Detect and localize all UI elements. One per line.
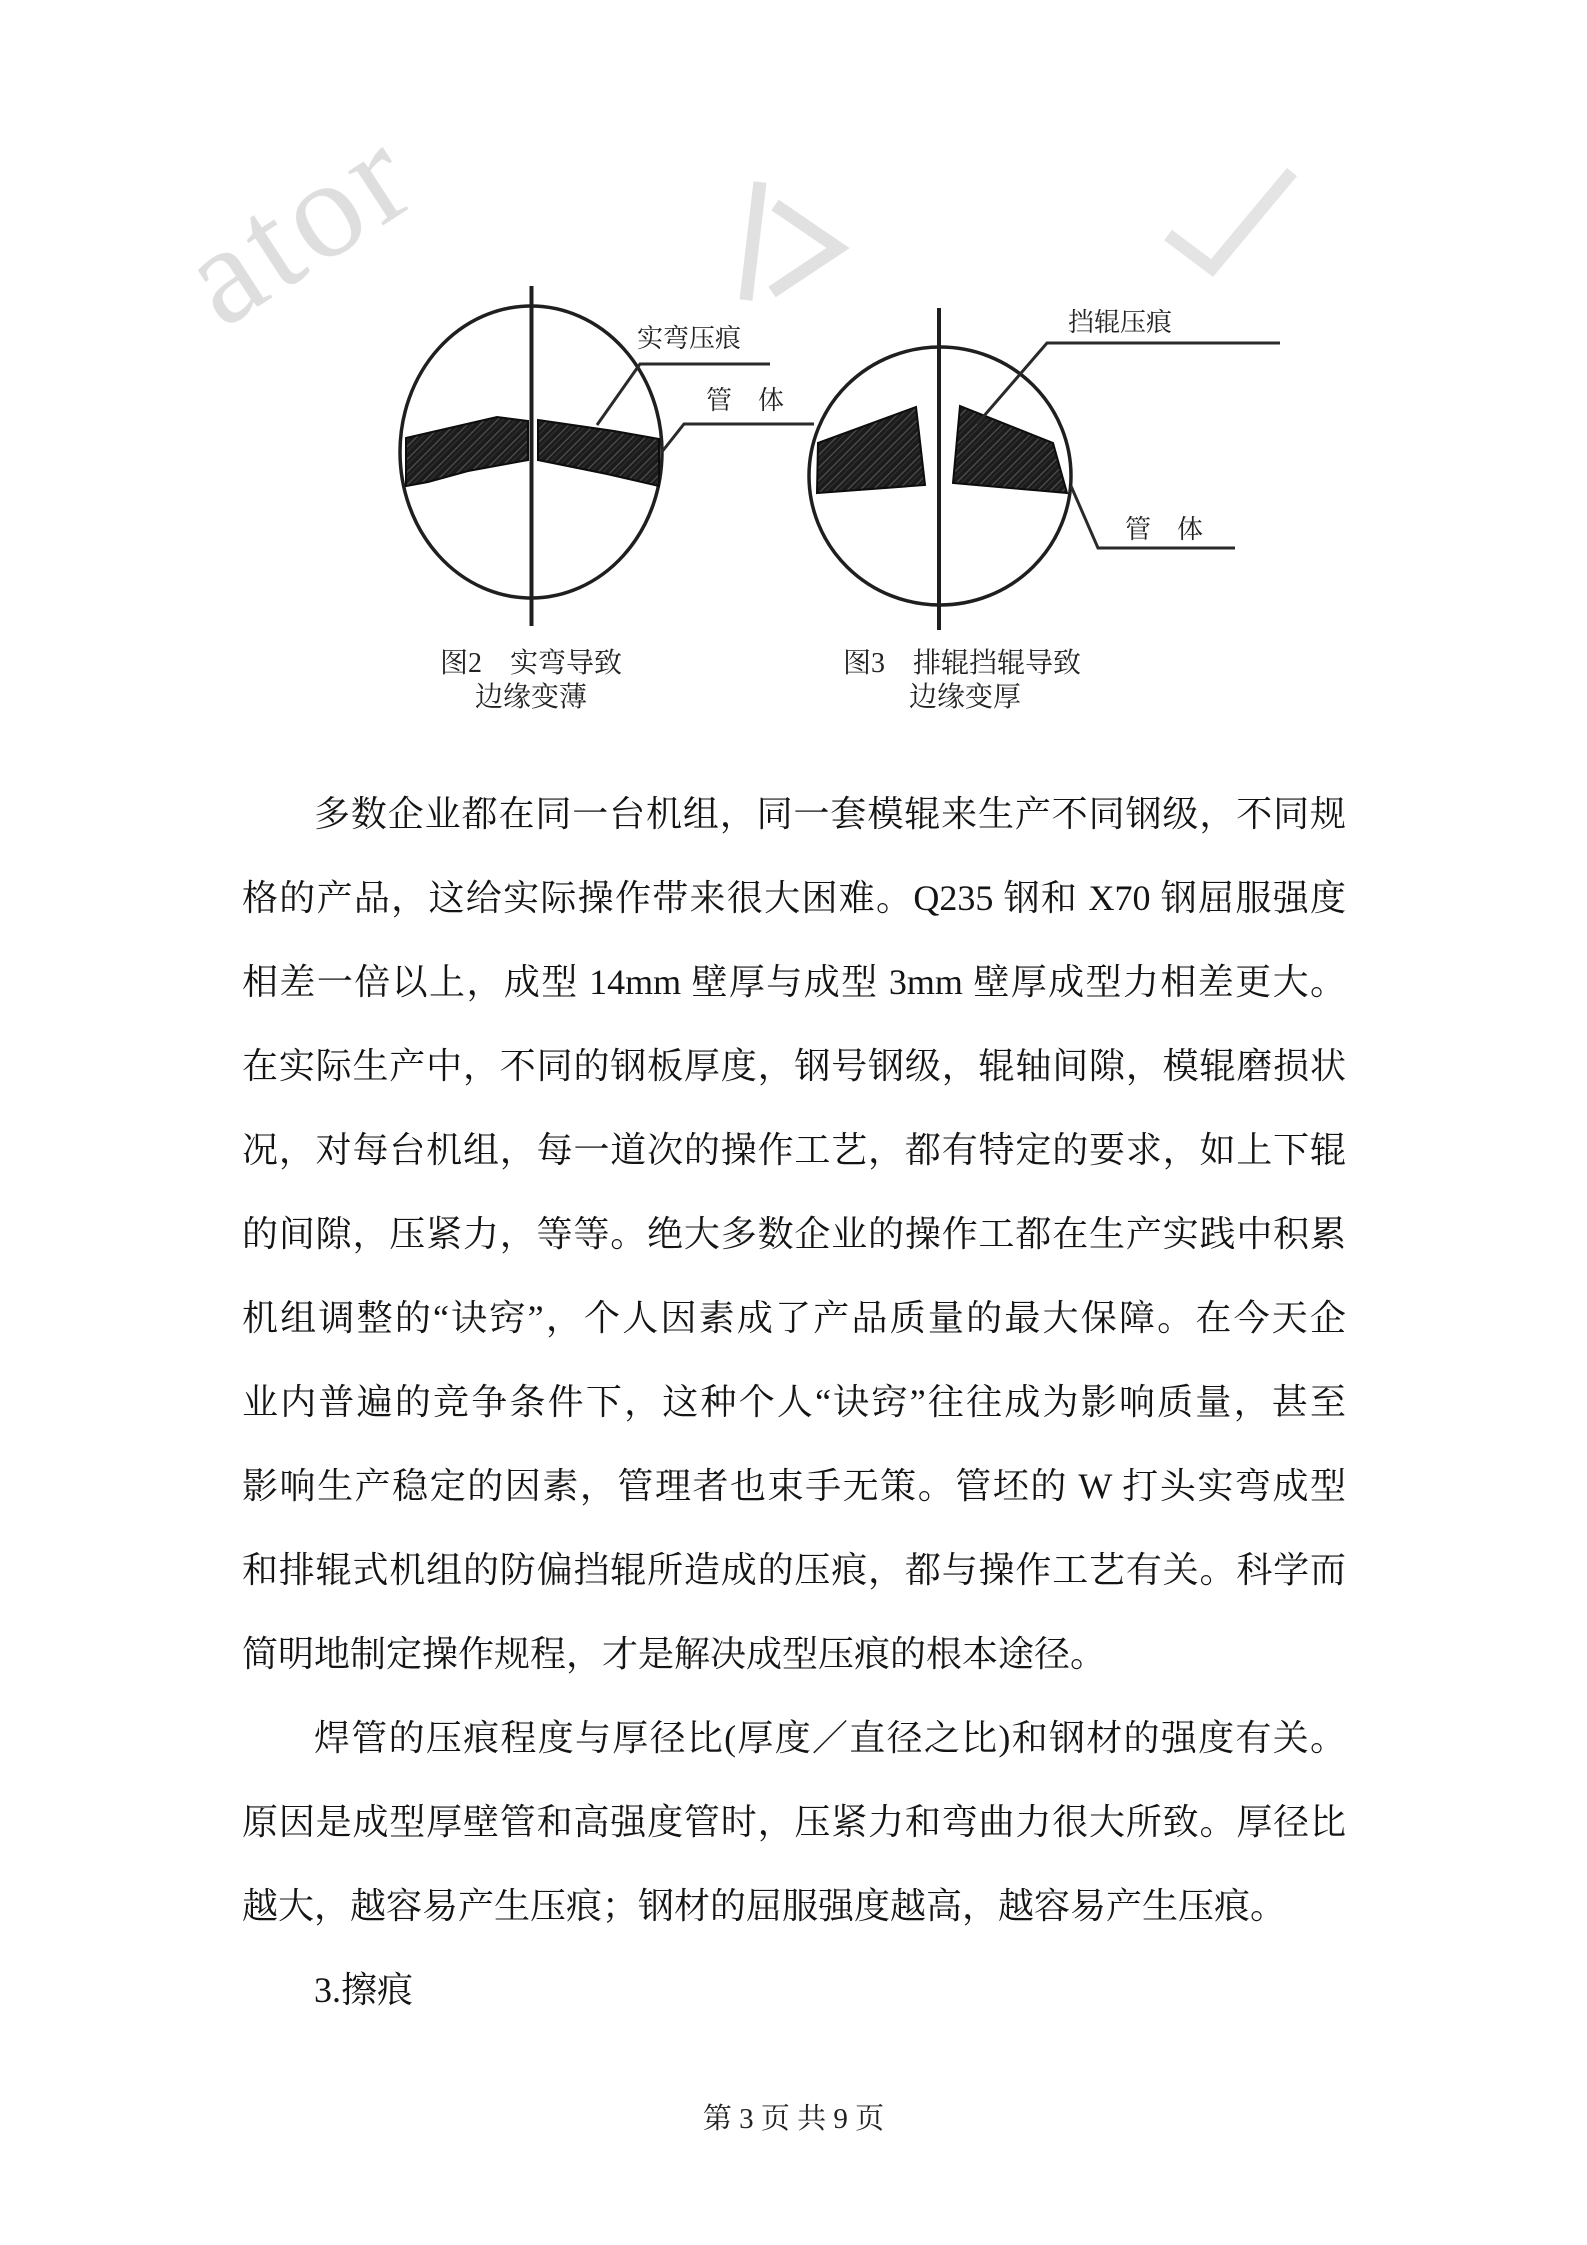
body-line: 多数企业都在同一台机组，同一套模辊来生产不同钢级，不同规 (314, 794, 1346, 834)
body-text (242, 772, 1346, 2032)
fig2-strip-right (538, 420, 659, 486)
body-line: 在实际生产中，不同的钢板厚度，钢号钢级，辊轴间隙，模辊磨损状 (242, 1046, 1346, 1086)
figures-illustration (0, 0, 1587, 770)
fig3-impression-leader-line (977, 343, 1280, 424)
body-line: 原因是成型厚壁管和高强度管时，压紧力和弯曲力很大所致。厚径比 (242, 1802, 1346, 1842)
body-line: 影响生产稳定的因素，管理者也束手无策。管坯的 W 打头实弯成型 (242, 1466, 1346, 1506)
fig3-impression-label: 挡辊压痕 (1068, 308, 1173, 337)
fig2-caption-line2: 边缘变薄 (474, 682, 588, 713)
body-line: 机组调整的“诀窍”，个人因素成了产品质量的最大保障。在今天企 (242, 1298, 1346, 1338)
fig2-impression-label: 实弯压痕 (637, 324, 742, 353)
page-footer: 第 3 页 共 9 页 (702, 2103, 885, 2135)
body-line: 焊管的压痕程度与厚径比(厚度／直径之比)和钢材的强度有关。 (314, 1718, 1346, 1758)
watermark-stroke-icon (1168, 172, 1292, 268)
fig2-caption-line1: 图2 实弯导致 (439, 648, 623, 679)
fig3-strip-left (817, 407, 925, 493)
fig3-body-label: 管 体 (1125, 515, 1204, 544)
body-line: 业内普遍的竞争条件下，这种个人“诀窍”往往成为影响质量，甚至 (242, 1382, 1346, 1422)
body-line-section-heading: 3.擦痕 (314, 1970, 414, 2010)
body-line: 越大，越容易产生压痕；钢材的屈服强度越高，越容易产生压痕。 (242, 1886, 1287, 1926)
figure-2 (400, 286, 814, 713)
fig3-strip-right (953, 406, 1067, 493)
body-line: 相差一倍以上，成型 14mm 壁厚与成型 3mm 壁厚成型力相差更大。 (242, 962, 1346, 1002)
watermark-stroke-icon (772, 205, 838, 292)
fig2-body-label: 管 体 (706, 386, 785, 415)
fig3-caption-line1: 图3 排辊挡辊导致 (842, 648, 1082, 679)
fig2-body-leader-line (661, 424, 814, 453)
fig2-strip-left (406, 417, 528, 486)
body-line: 和排辊式机组的防偏挡辊所造成的压痕，都与操作工艺有关。科学而 (242, 1550, 1346, 1590)
body-line: 格的产品，这给实际操作带来很大困难。Q235 钢和 X70 钢屈服强度 (242, 878, 1346, 918)
watermark-stroke-icon (746, 182, 760, 300)
body-line: 况，对每台机组，每一道次的操作工艺，都有特定的要求，如上下辊 (242, 1130, 1346, 1170)
body-line: 的间隙，压紧力，等等。绝大多数企业的操作工都在生产实践中积累 (242, 1214, 1346, 1254)
body-line: 简明地制定操作规程，才是解决成型压痕的根本途径。 (242, 1634, 1107, 1674)
watermark-text: ator (154, 94, 442, 356)
fig3-caption-line2: 边缘变厚 (908, 682, 1022, 713)
figure-3 (809, 308, 1280, 713)
